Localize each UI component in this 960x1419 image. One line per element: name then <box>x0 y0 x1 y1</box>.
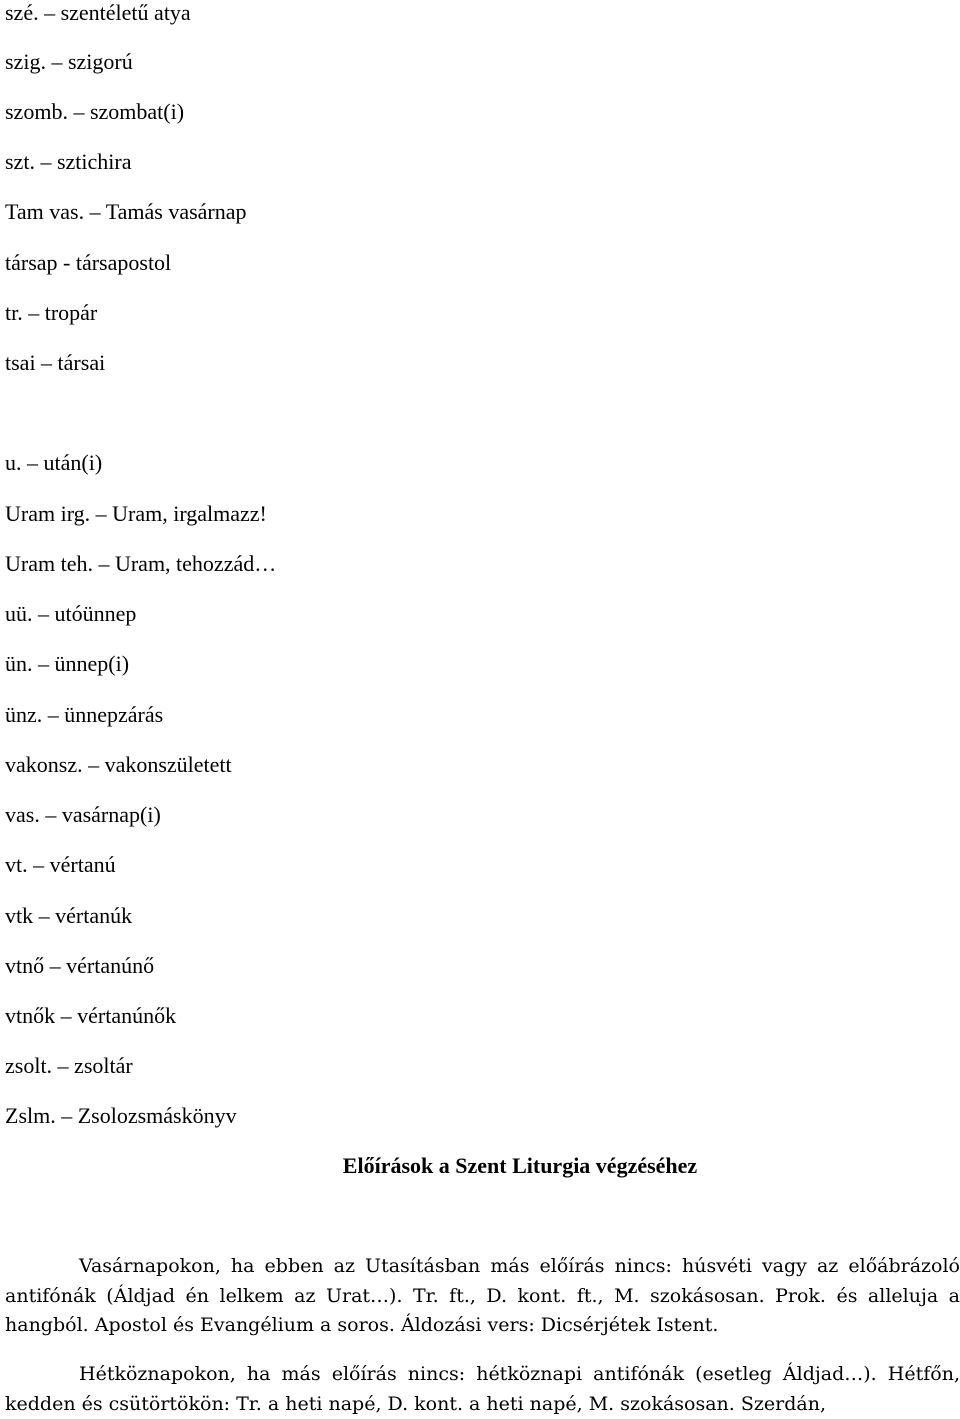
section-heading: Előírások a Szent Liturgia végzéséhez <box>342 1153 698 1178</box>
abbreviation-entry: vtk – vértanúk <box>5 903 133 928</box>
abbreviation-entry: Uram teh. – Uram, tehozzád… <box>5 551 277 576</box>
abbreviation-entry: tr. – tropár <box>5 300 98 325</box>
abbreviation-entry: vas. – vasárnap(i) <box>5 802 161 827</box>
abbreviation-entry: uü. – utóünnep <box>5 601 137 626</box>
abbreviation-entry: társap - társapostol <box>5 250 172 275</box>
abbreviation-entry: Zslm. – Zsolozsmáskönyv <box>5 1103 237 1128</box>
abbreviation-entry: ünz. – ünnepzárás <box>5 702 164 727</box>
abbreviation-entry: szt. – sztichira <box>5 149 132 174</box>
abbreviation-entry: Uram irg. – Uram, irgalmazz! <box>5 501 267 526</box>
body-paragraph: Hétköznapokon, ha más előírás nincs: hétköznapi antifónák (esetleg Áldjad…). Hétfőn, kedden és csütörtökön: Tr. a heti napé, D. kont. a heti napé, M. szokásosan. Szerdán, <box>5 1363 960 1415</box>
abbreviation-entry: ün. – ünnep(i) <box>5 651 130 676</box>
abbreviation-entry: tsai – társai <box>5 350 106 375</box>
abbreviation-entry: vt. – vértanú <box>5 852 116 877</box>
abbreviation-entry: szig. – szigorú <box>5 49 133 74</box>
abbreviation-entry: szomb. – szombat(i) <box>5 99 185 124</box>
abbreviation-entry: vtnő – vértanúnő <box>5 953 155 978</box>
abbreviation-entry: zsolt. – zsoltár <box>5 1053 133 1078</box>
abbreviation-entry: u. – után(i) <box>5 450 103 475</box>
body-paragraph: Vasárnapokon, ha ebben az Utasításban más előírás nincs: húsvéti vagy az előábrázoló antifónák (Áldjad én lelkem az Urat…). Tr. ft., D. kont. ft., M. szokásosan. Prok. és alleluja a hangból. Apostol és Evangélium a soros. Áldozási vers: Dicsérjétek Istent. <box>5 1255 960 1336</box>
abbreviation-entry: Tam vas. – Tamás vasárnap <box>5 199 247 224</box>
abbreviation-entry: vakonsz. – vakonszületett <box>5 752 232 777</box>
abbreviation-entry: vtnők – vértanúnők <box>5 1003 177 1028</box>
abbreviation-entry: szé. – szentéletű atya <box>5 0 191 25</box>
